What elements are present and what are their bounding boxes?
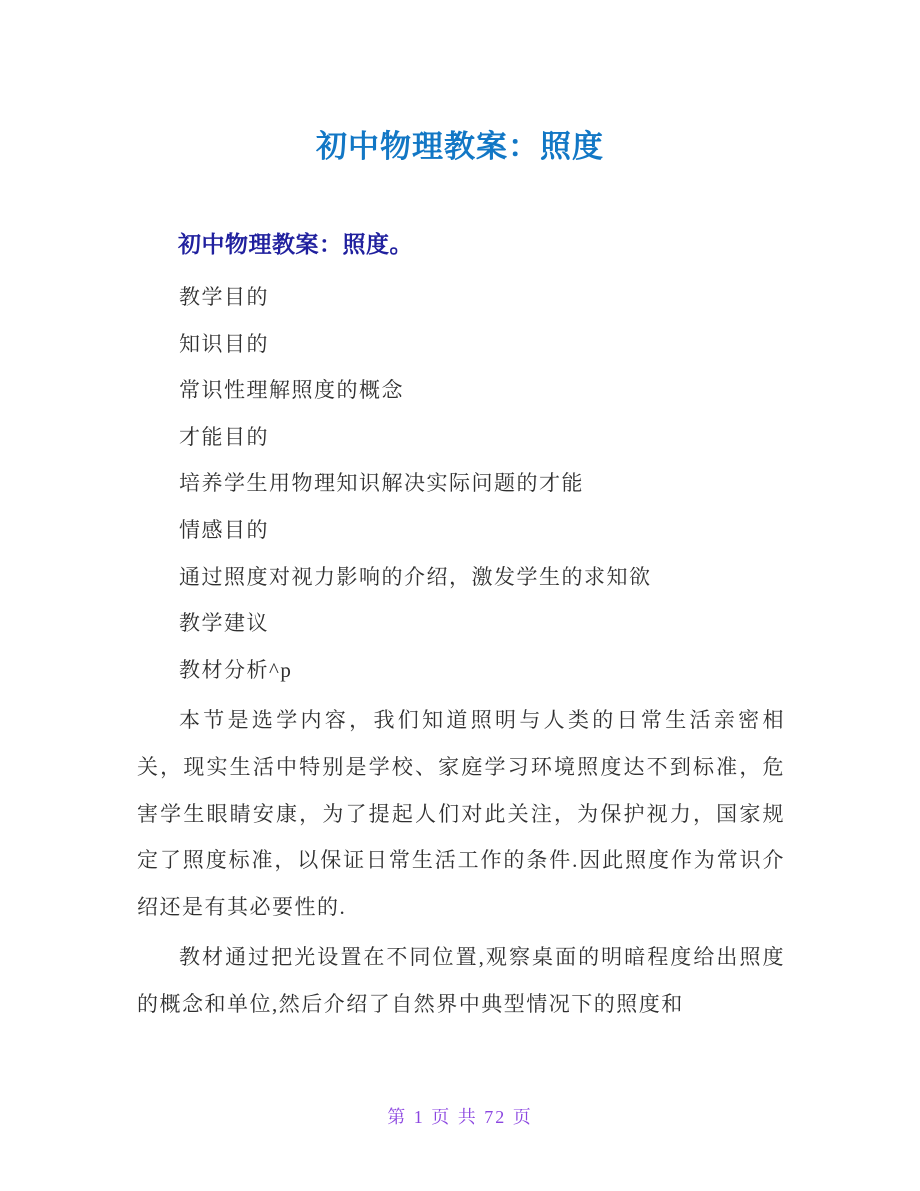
body-line: 通过照度对视力影响的介绍，激发学生的求知欲 (179, 564, 652, 589)
section-heading: 初中物理教案：照度。 (178, 231, 413, 257)
body-paragraph: 教材通过把光设置在不同位置,观察桌面的明暗程度给出照度的概念和单位,然后介绍了自然界中典型情况下的照度和 (137, 945, 785, 1016)
page-footer (0, 1103, 920, 1129)
document-title: 初中物理教案：照度 (316, 129, 604, 164)
body-line: 教学目的 (179, 285, 269, 309)
body-line: 知识目的 (179, 331, 269, 356)
document-body (137, 274, 785, 1028)
page-number-text: 第 1 页 共 72 页 (387, 1107, 533, 1127)
body-line: 教材分析^p (179, 657, 293, 682)
body-line: 情感目的 (179, 517, 269, 542)
body-paragraph: 本节是选学内容，我们知道照明与人类的日常生活亲密相关，现实生活中特别是学校、家庭学习环境照度达不到标准，危害学生眼睛安康，为了提起人们对此关注，为保护视力，国家规定了照度标准，以保证日常生活工作的条件.因此照度作为常识介绍还是有其必要性的. (137, 708, 785, 919)
body-line: 培养学生用物理知识解决实际问题的才能 (179, 471, 584, 496)
body-line: 才能目的 (179, 424, 269, 449)
body-line: 教学建议 (179, 611, 269, 636)
body-line: 常识性理解照度的概念 (179, 378, 404, 403)
